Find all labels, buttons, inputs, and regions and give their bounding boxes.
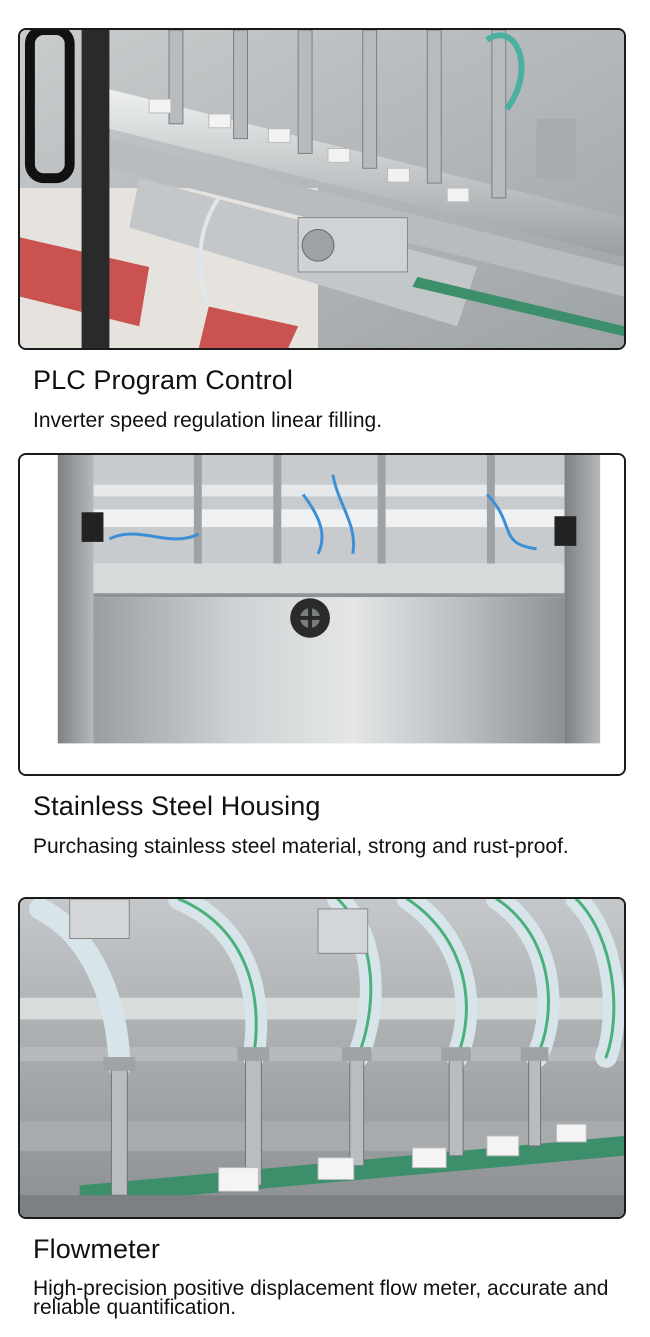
housing-illustration <box>20 455 624 774</box>
section-description: Purchasing stainless steel material, strong and rust-proof. <box>33 835 569 858</box>
plc-machine-illustration <box>20 30 624 348</box>
plc-machine-photo <box>18 28 626 350</box>
flowmeter-illustration <box>20 899 624 1217</box>
flowmeter-photo <box>18 897 626 1219</box>
housing-photo <box>18 453 626 776</box>
section-title: Stainless Steel Housing <box>33 791 321 821</box>
section-title: Flowmeter <box>33 1234 160 1264</box>
section-description: Inverter speed regulation linear filling. <box>33 409 383 432</box>
section-title: PLC Program Control <box>33 365 293 395</box>
section-description: High-precision positive displacement flow meter, accurate and reliable quantification. <box>33 1277 609 1319</box>
